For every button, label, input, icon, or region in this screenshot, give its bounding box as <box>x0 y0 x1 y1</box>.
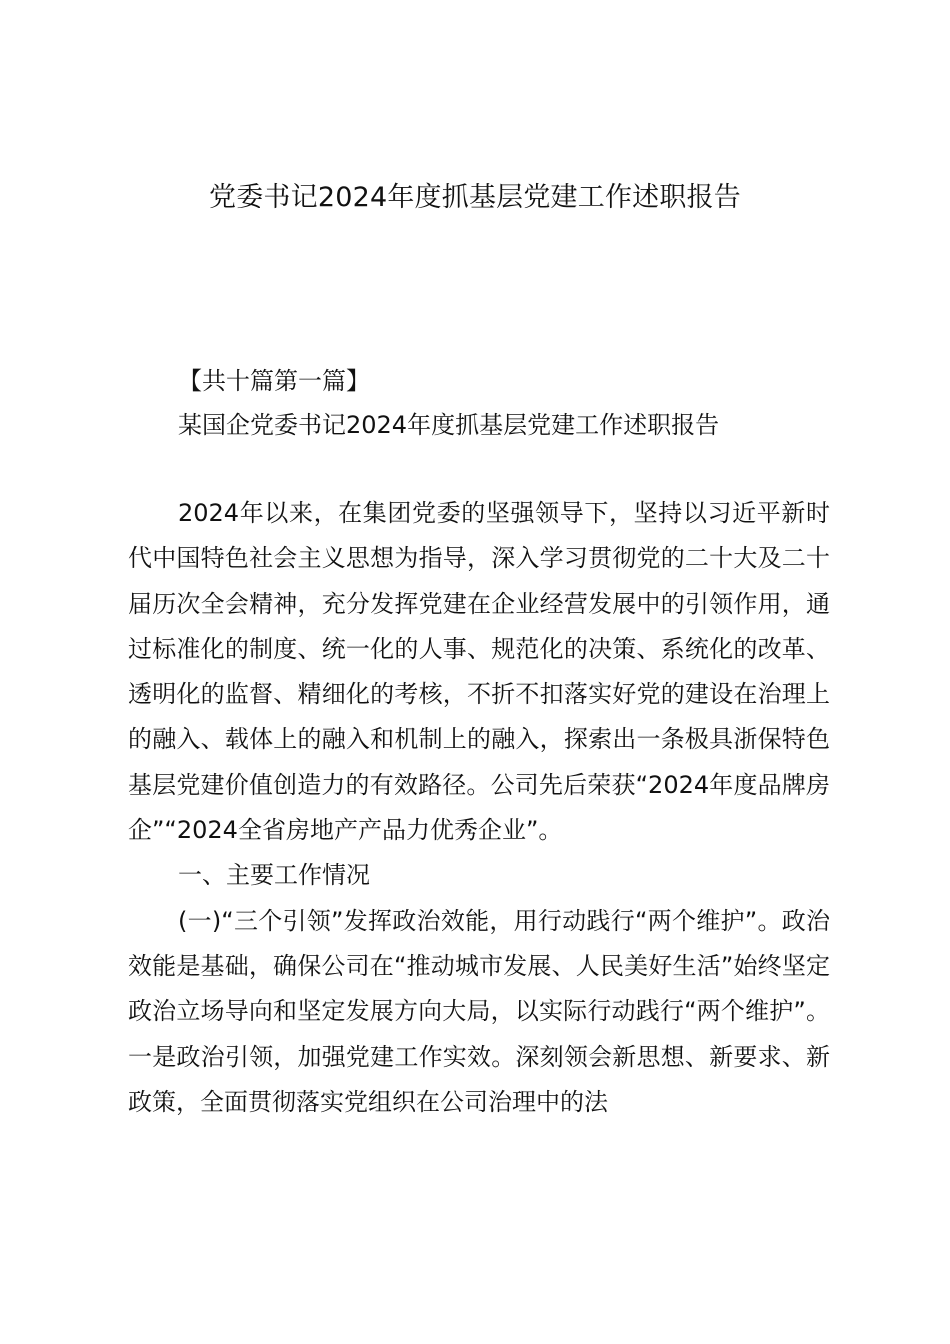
document-subtitle: 某国企党委书记2024年度抓基层党建工作述职报告 <box>178 411 720 439</box>
section-paragraph: (一)“三个引领”发挥政治效能，用行动践行“两个维护”。政治效能是基础，确保公司在“推动城市发展、人民美好生活”始终坚定政治立场导向和坚定发展方向大局，以实际行动践行“两个维护”。一是政治引领，加强党建工作实效。深刻领会新思想、新要求、新政策，全面贯彻落实党组织在公司治理中的法 <box>128 906 830 1116</box>
document-title: 党委书记2024年度抓基层党建工作述职报告 <box>209 182 741 213</box>
section-heading: 一、主要工作情况 <box>178 861 370 890</box>
series-tag: 【共十篇第一篇】 <box>178 367 370 395</box>
intro-paragraph: 2024年以来，在集团党委的坚强领导下，坚持以习近平新时代中国特色社会主义思想为指导，深入学习贯彻党的二十大及二十届历次全会精神，充分发挥党建在企业经营发展中的引领作用，通过标准化的制度、统一化的人事、规范化的决策、系统化的改革、透明化的监督、精细化的考核，不折不扣落实好党的建设在治理上的融入、载体上的融入和机制上的融入，探索出一条极具浙保特色基层党建价值创造力的有效路径。公司先后荣获“2024年度品牌房企”“2024全省房地产产品力优秀企业”。 <box>128 499 830 845</box>
document-body <box>128 491 830 1125</box>
